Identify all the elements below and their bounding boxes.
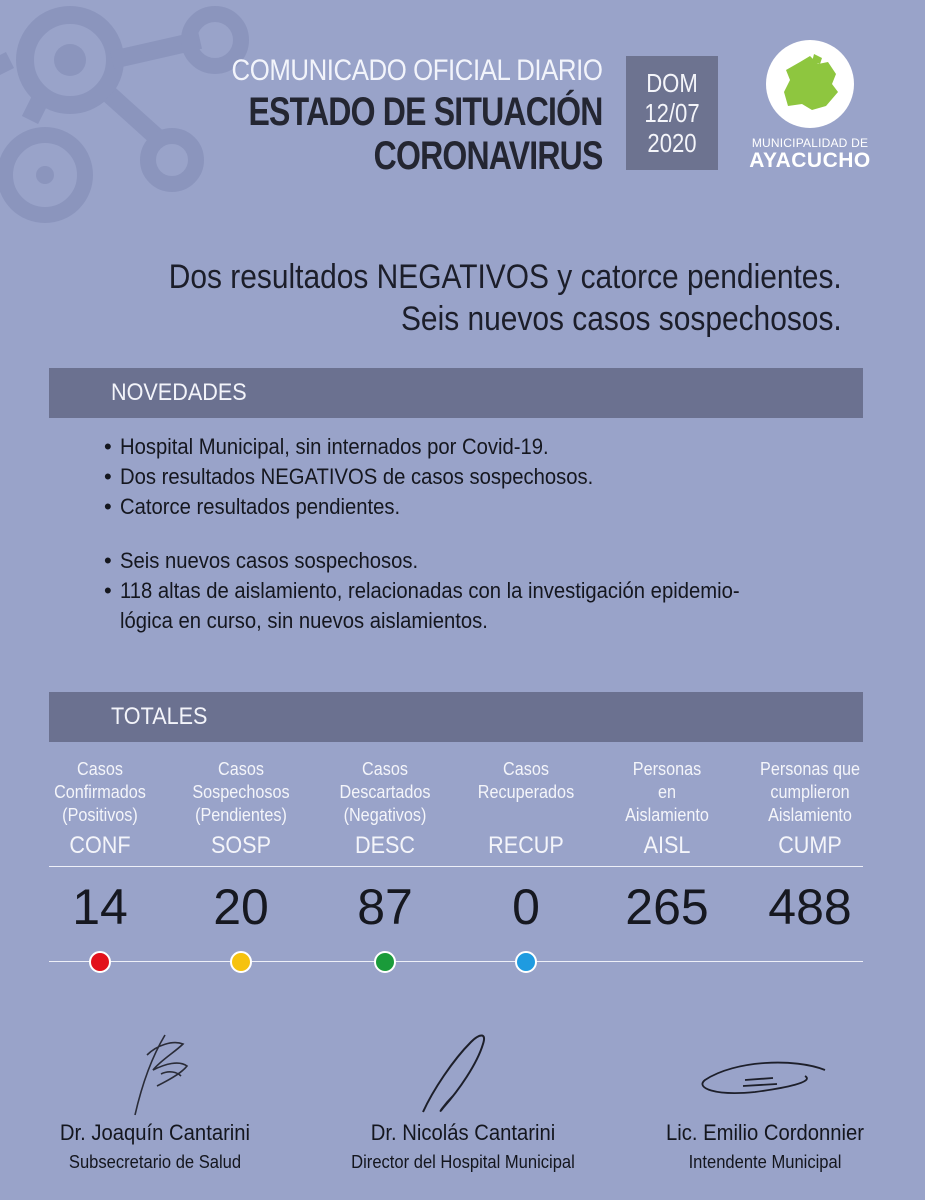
stat-conf: Casos Confirmados (Positivos) CONF 14: [30, 758, 170, 828]
stat-value: 265: [625, 879, 709, 935]
list-item: • Seis nuevos casos sospechosos.: [104, 546, 864, 576]
stat-code: SOSP: [210, 832, 272, 859]
stat-code: CUMP: [778, 832, 842, 859]
stat-desc: Casos Descartados (Negativos) DESC 87: [315, 758, 455, 828]
signature-block: [40, 1030, 270, 1173]
signatures: [0, 1030, 925, 1200]
stat-sosp: Casos Sospechosos (Pendientes) SOSP 20: [171, 758, 311, 828]
header-title: [160, 52, 603, 178]
totales-bar: [49, 692, 863, 742]
headline: [77, 256, 842, 340]
stat-code: AISL: [643, 832, 691, 859]
signer-name: Dr. Nicolás Cantarini: [370, 1120, 556, 1145]
signature-block: [640, 1030, 890, 1173]
date-daymonth: 12/07: [644, 98, 700, 128]
list-item: • Hospital Municipal, sin internados por Covid-19.: [104, 432, 864, 462]
signature-icon: [685, 1030, 845, 1120]
date-year: 2020: [647, 128, 697, 158]
header-line1: COMUNICADO OFICIAL DIARIO: [231, 54, 603, 87]
divider: [49, 961, 863, 962]
stat-recup: Casos Recuperados RECUP 0: [456, 758, 596, 828]
totales-title: TOTALES: [111, 703, 208, 730]
signer-name: Lic. Emilio Cordonnier: [665, 1120, 864, 1145]
status-dot-blue: [515, 951, 537, 973]
stat-code: CONF: [69, 832, 131, 859]
stat-code: RECUP: [488, 832, 564, 859]
signer-name: Dr. Joaquín Cantarini: [59, 1120, 251, 1145]
list-item: • Dos resultados NEGATIVOS de casos sospechosos.: [104, 462, 864, 492]
stat-value: 488: [768, 879, 852, 935]
date-day: DOM: [646, 68, 698, 98]
divider: [49, 866, 863, 867]
signer-role: Intendente Municipal: [688, 1152, 842, 1172]
signature-icon: [95, 1030, 215, 1120]
list-item: • Catorce resultados pendientes.: [104, 492, 864, 522]
map-logo-icon: [766, 40, 854, 128]
header-line2: ESTADO DE SITUACIÓN: [248, 90, 603, 134]
signature-block: [333, 1030, 593, 1173]
list-item: • 118 altas de aislamiento, relacionadas con la investigación epidemio- lógica en curso, sin nuevos aislamientos.: [104, 576, 864, 636]
stat-code: DESC: [354, 832, 416, 859]
logo-line2: AYACUCHO: [749, 149, 871, 172]
signer-role: Subsecretario de Salud: [68, 1152, 242, 1172]
novedades-title: NOVEDADES: [111, 379, 247, 406]
date-badge: [626, 56, 718, 170]
headline-line1: Dos resultados NEGATIVOS y catorce pendientes.: [169, 258, 842, 296]
signer-role: Director del Hospital Municipal: [351, 1152, 575, 1172]
status-dot-yellow: [230, 951, 252, 973]
headline-line2: Seis nuevos casos sospechosos.: [401, 300, 842, 338]
header-line3: CORONAVIRUS: [374, 134, 603, 178]
signature-icon: [403, 1030, 523, 1120]
stat-value: 14: [72, 879, 128, 935]
municipality-logo: [740, 40, 880, 172]
stat-cump: Personas que cumplieron Aislamiento CUMP 488: [740, 758, 880, 828]
stat-value: 87: [357, 879, 413, 935]
novedades-list: [104, 432, 864, 636]
stat-value: 20: [213, 879, 269, 935]
logo-line1: MUNICIPALIDAD DE: [751, 136, 869, 150]
stat-aisl: Personas en Aislamiento AISL 265: [597, 758, 737, 828]
stat-value: 0: [512, 879, 540, 935]
status-dot-green: [374, 951, 396, 973]
status-dot-red: [89, 951, 111, 973]
novedades-bar: [49, 368, 863, 418]
